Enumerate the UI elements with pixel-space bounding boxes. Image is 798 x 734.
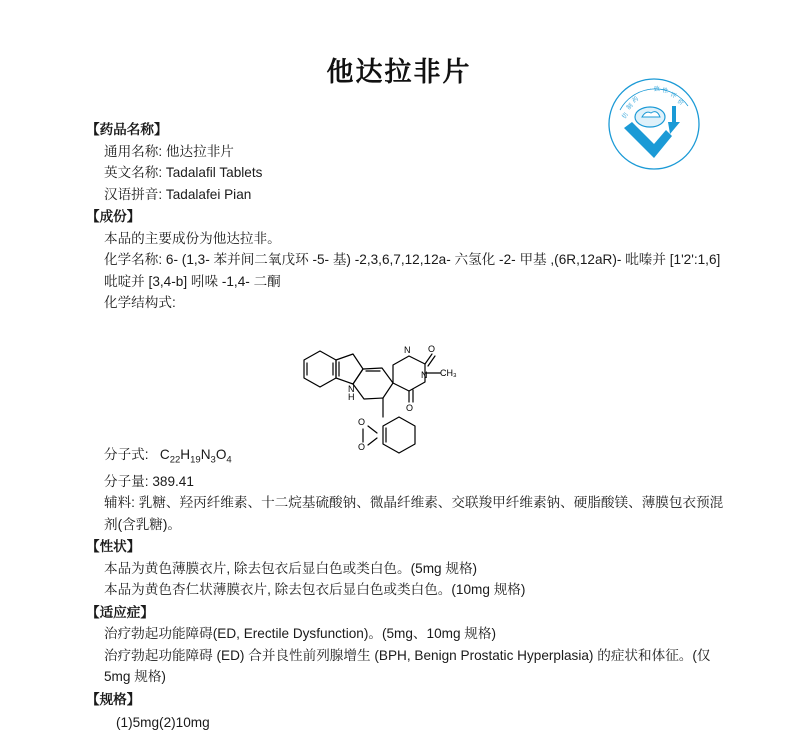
property-line-10mg: 本品为黄色杏仁状薄膜衣片, 除去包衣后显白色或类白色。(10mg 规格) (104, 582, 526, 598)
indication-line-ed: 治疗勃起功能障碍(ED, Erectile Dysfunction)。(5mg、10mg 规格) (104, 626, 497, 642)
molecular-weight-row (86, 471, 726, 493)
pinyin-name-line: 汉语拼音: Tadalafei Pian (104, 186, 252, 202)
section-heading-ingredients: 【成份】 (86, 209, 141, 224)
structure-label-h: H (348, 391, 355, 402)
section-heading-drug-name: 【药品名称】 (86, 122, 168, 137)
section-heading-properties: 【性状】 (86, 539, 141, 555)
excipients-line: 辅料: 乳糖、羟丙纤维素、十二烷基硫酸钠、微晶纤维素、交联羧甲纤维素钠、硬脂酸镁、薄膜包衣预混剂(含乳糖)。 (104, 495, 724, 532)
generic-name-line: 通用名称: 他达拉非片 (104, 143, 234, 159)
drug-insert-content (86, 118, 726, 734)
molecular-formula-label: 分子式: (104, 446, 149, 462)
molecular-formula-value: $C_{22}H_{19}N_3O_4$ (152, 446, 232, 466)
section-heading-specification: 【规格】 (86, 691, 141, 707)
property-line-5mg: 本品为黄色薄膜衣片, 除去包衣后显白色或类白色。(5mg 规格) (104, 560, 478, 576)
structure-label-nh: N (348, 383, 355, 394)
svg-text:制: 制 (626, 102, 635, 112)
molecular-weight-label: 分子量: (104, 473, 149, 489)
structure-label-o-dioxole-1: O (358, 416, 366, 427)
structure-label-o-bottom: O (406, 402, 414, 413)
main-ingredient-line: 本品的主要成份为他达拉非。 (104, 230, 281, 246)
svg-text:价: 价 (675, 98, 685, 108)
molecular-formula-row (86, 441, 726, 471)
svg-text:一: 一 (644, 87, 653, 95)
structure-label-o-top: O (428, 343, 436, 354)
molecular-weight-value: 389.41 (152, 473, 194, 489)
svg-text:性: 性 (661, 88, 669, 95)
chemical-structure-label: 化学结构式: (104, 295, 176, 310)
english-name-line: 英文名称: Tadalafil Tablets (104, 165, 263, 180)
specification-line: (1)5mg(2)10mg (116, 715, 210, 731)
svg-text:仿: 仿 (621, 111, 630, 121)
indication-line-bph: 治疗勃起功能障碍 (ED) 合并良性前列腺增生 (BPH, Benign Prostatic Hyperplasia) 的症状和体征。(仅 5mg 规格) (104, 647, 711, 685)
chemical-structure-diagram (86, 316, 726, 452)
structure-label-n-top: N (404, 344, 411, 355)
structure-label-ch3: CH₃ (440, 367, 457, 378)
structure-label-n-methyl: N (421, 369, 428, 380)
svg-text:药: 药 (631, 96, 641, 105)
structure-label-o-dioxole-2: O (358, 441, 366, 452)
svg-text:致: 致 (653, 86, 661, 93)
section-heading-indications: 【适应症】 (86, 604, 154, 620)
chemical-name-line: 化学名称: 6- (1,3- 苯并间二氧戊环 -5- 基) -2,3,6,7,12,12a- 六氢化 -2- 甲基 ,(6R,12aR)- 吡嗪并 [1'2':1,6] 吡啶并 [3,4-b] 吲哚 -1,4- 二酮 (104, 252, 721, 289)
page-title: 他达拉非片 (326, 57, 472, 87)
svg-text:评: 评 (669, 92, 678, 101)
